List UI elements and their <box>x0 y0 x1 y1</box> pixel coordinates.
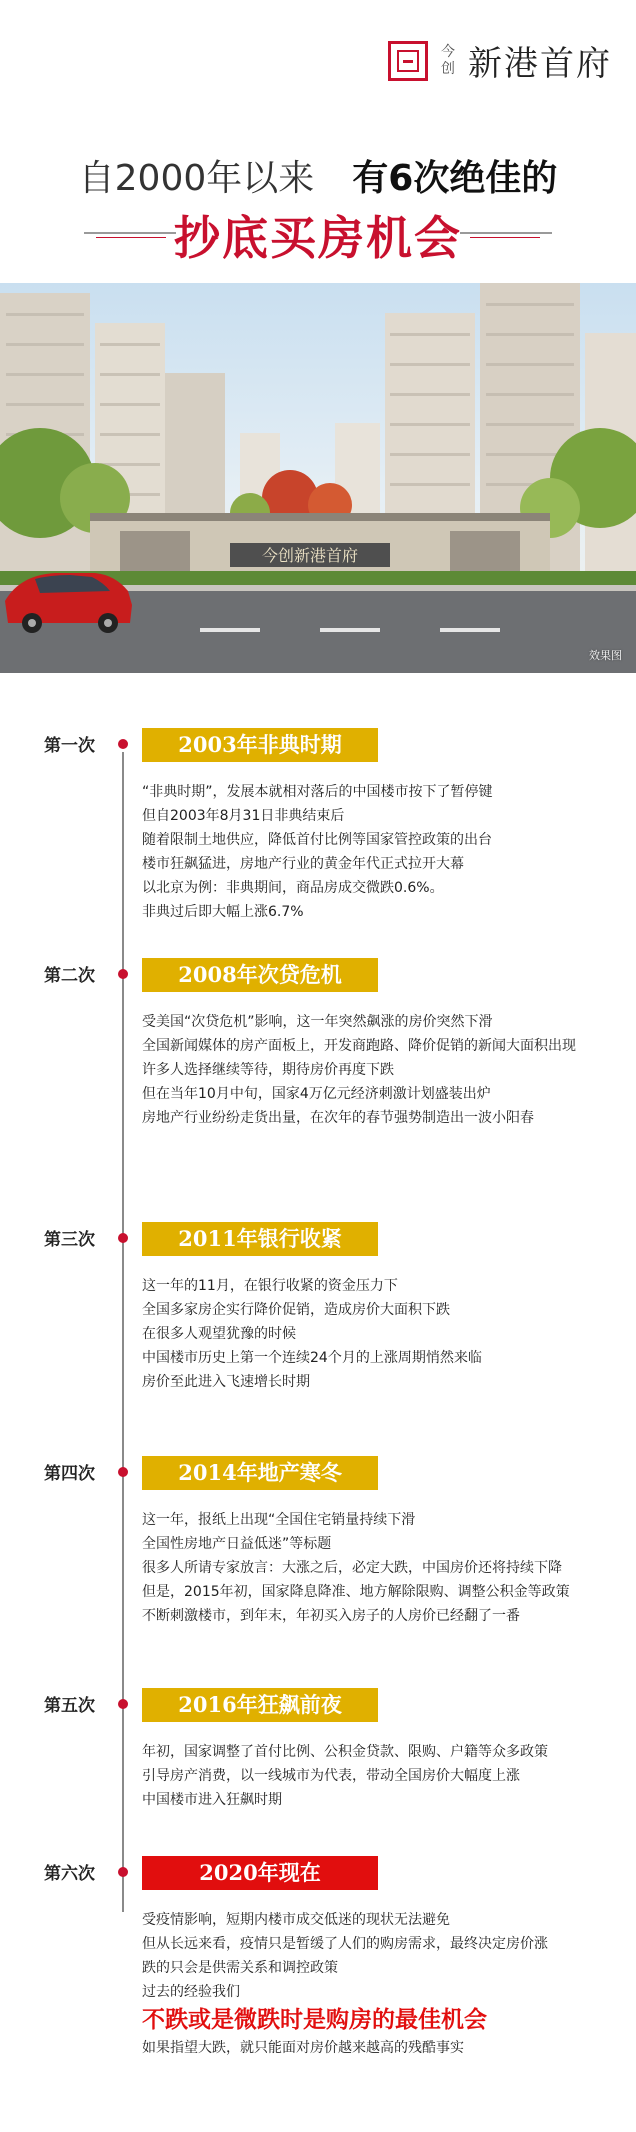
event-line: 全国性房地产日益低迷”等标题 <box>142 1536 332 1552</box>
timeline-dot-icon <box>118 739 128 749</box>
event-text <box>142 1740 630 1812</box>
event-line: 非典过后即大幅上涨6.7% <box>142 904 304 920</box>
event-closing: 如果指望大跌，就只能面对房价越来越高的残酷事实 <box>142 2040 464 2056</box>
event-line: 这一年，报纸上出现“全国住宅销量持续下滑 <box>142 1512 416 1528</box>
event-title: 2011年银行收紧 <box>142 1222 378 1256</box>
event-line: 全国新闻媒体的房产面板上，开发商跑路、降价促销的新闻大面积出现 <box>142 1038 576 1054</box>
event-line: 受美国“次贷危机”影响，这一年突然飙涨的房价突然下滑 <box>142 1014 493 1030</box>
brand-header <box>388 36 612 85</box>
headline-part-2: 有6次绝佳的 <box>352 158 558 199</box>
event-line: 在很多人观望犹豫的时候 <box>142 1326 296 1342</box>
headline-part-1: 自2000年以来 <box>78 158 315 199</box>
event-line: 不断刺激楼市，到年末，年初买入房子的人房价已经翻了一番 <box>142 1608 520 1624</box>
timeline-dot-icon <box>118 1233 128 1243</box>
event-label: 第三次 <box>44 1230 95 1250</box>
headline-main: 抄底买房机会 <box>174 211 462 265</box>
event-label: 第二次 <box>44 966 95 986</box>
headline-line-1 <box>0 150 636 201</box>
event-label: 第四次 <box>44 1464 95 1484</box>
hero-caption: 效果图 <box>589 649 622 662</box>
event-line: 很多人所请专家放言：大涨之后，必定大跌，中国房价还将持续下降 <box>142 1560 562 1576</box>
timeline-dot-icon <box>118 1699 128 1709</box>
event-line: 但是，2015年初，国家降息降准、地方解除限购、调整公积金等政策 <box>142 1584 570 1600</box>
event-line: 随着限制土地供应，降低首付比例等国家管控政策的出台 <box>142 832 492 848</box>
event-title: 2008年次贷危机 <box>142 958 378 992</box>
event-line: 过去的经验我们 <box>142 1984 240 2000</box>
brand-logo-icon <box>388 41 428 81</box>
event-line: 年初，国家调整了首付比例、公积金贷款、限购、户籍等众多政策 <box>142 1744 548 1760</box>
event-line: 这一年的11月，在银行收紧的资金压力下 <box>142 1278 398 1294</box>
timeline-dot-icon <box>118 969 128 979</box>
event-line: 但自2003年8月31日非典结束后 <box>142 808 345 824</box>
event-text <box>142 1274 630 1394</box>
event-line: 楼市狂飙猛进，房地产行业的黄金年代正式拉开大幕 <box>142 856 464 872</box>
event-line: “非典时期”，发展本就相对落后的中国楼市按下了暂停键 <box>142 784 493 800</box>
event-line: 全国多家房企实行降价促销，造成房价大面积下跌 <box>142 1302 450 1318</box>
event-text <box>142 1508 630 1628</box>
event-line: 但在当年10月中旬，国家4万亿元经济刺激计划盛装出炉 <box>142 1086 491 1102</box>
event-title: 2014年地产寒冬 <box>142 1456 378 1490</box>
event-line: 中国楼市历史上第一个连续24个月的上涨周期悄然来临 <box>142 1350 482 1366</box>
hero-illustration <box>0 283 636 673</box>
event-label: 第一次 <box>44 736 95 756</box>
event-line: 房价至此进入飞速增长时期 <box>142 1374 310 1390</box>
event-text <box>142 780 630 924</box>
timeline-line <box>122 752 124 1912</box>
event-label: 第六次 <box>44 1864 95 1884</box>
event-title: 2020年现在 <box>142 1856 378 1890</box>
event-line: 但从长远来看，疫情只是暂缓了人们的购房需求，最终决定房价涨 <box>142 1936 548 1952</box>
event-title: 2003年非典时期 <box>142 728 378 762</box>
event-line: 许多人选择继续等待，期待房价再度下跌 <box>142 1062 394 1078</box>
hero-rendering <box>0 283 636 673</box>
event-line: 以北京为例：非典期间，商品房成交微跌0.6%。 <box>142 880 444 896</box>
event-line: 跌的只会是供需关系和调控政策 <box>142 1960 338 1976</box>
event-label: 第五次 <box>44 1696 95 1716</box>
event-line: 受疫情影响，短期内楼市成交低迷的现状无法避免 <box>142 1912 450 1928</box>
timeline-dot-icon <box>118 1467 128 1477</box>
hero-gate-sign: 今创新港首府 <box>261 546 359 565</box>
event-line: 中国楼市进入狂飙时期 <box>142 1792 282 1808</box>
brand-name: 新港首府 <box>468 44 612 84</box>
brand-sub-label: 今创 <box>441 43 455 77</box>
event-line: 引导房产消费，以一线城市为代表，带动全国房价大幅度上涨 <box>142 1768 520 1784</box>
event-highlight: 不跌或是微跌时是购房的最佳机会 <box>142 2007 487 2033</box>
timeline-dot-icon <box>118 1867 128 1877</box>
event-text <box>142 1010 630 1130</box>
event-text <box>142 1908 630 2060</box>
event-title: 2016年狂飙前夜 <box>142 1688 378 1722</box>
event-line: 房地产行业纷纷走货出量，在次年的春节强势制造出一波小阳春 <box>142 1110 534 1126</box>
